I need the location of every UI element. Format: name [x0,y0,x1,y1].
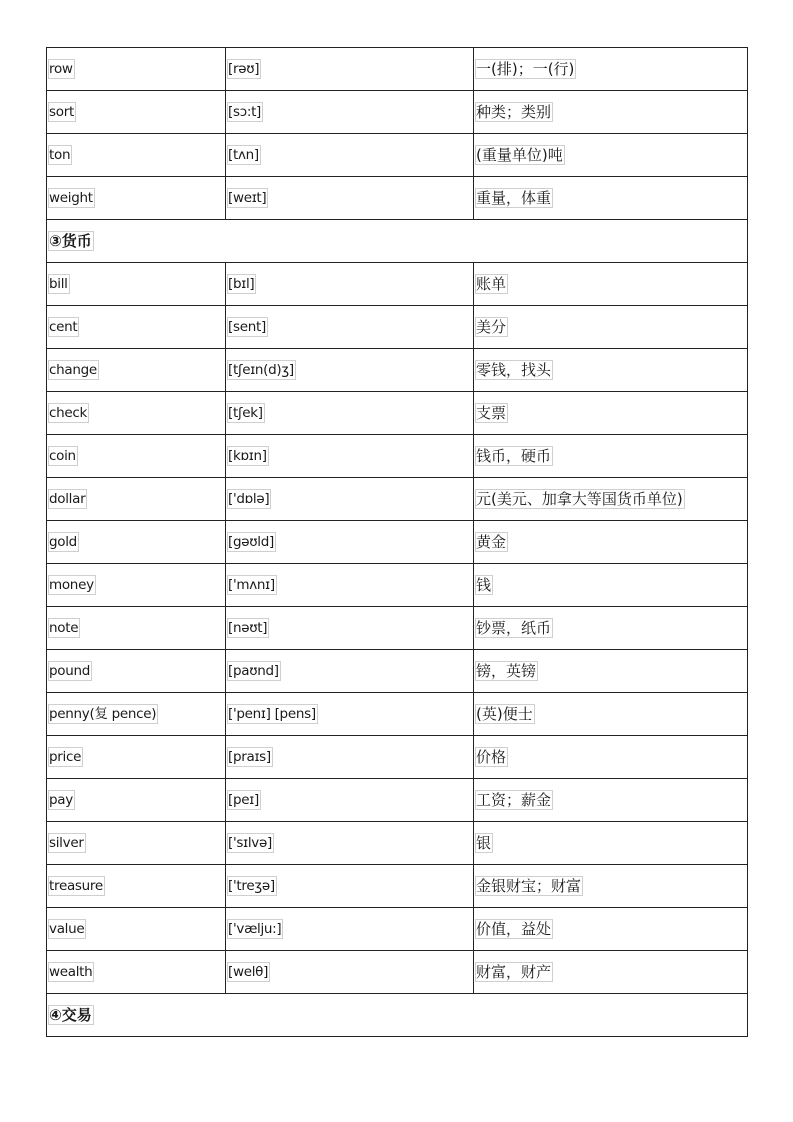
word-cell [47,822,226,865]
phonetic-text: [paʊnd] [228,663,279,679]
table-row [47,736,748,779]
word-text: wealth [49,964,93,980]
vocabulary-table-body [47,48,748,1037]
phonetic-text: ['treʒə] [228,878,275,894]
table-row [47,650,748,693]
table-row [47,435,748,478]
table-row [47,134,748,177]
table-row [47,779,748,822]
word-cell [47,134,226,177]
phonetic-text: ['mʌnɪ] [228,577,275,593]
word-cell [47,435,226,478]
table-row [47,177,748,220]
meaning-cell [474,865,748,908]
meaning-cell [474,177,748,220]
word-cell [47,607,226,650]
meaning-text: 重量，体重 [476,189,552,207]
phonetic-cell [226,736,474,779]
table-row [47,349,748,392]
meaning-text: 零钱，找头 [476,361,552,379]
phonetic-text: ['vælju:] [228,921,282,937]
section-header-cell [47,994,748,1037]
word-text: coin [49,448,76,464]
meaning-text: 工资；薪金 [476,791,552,809]
meaning-text: 钱 [476,576,492,594]
phonetic-cell [226,693,474,736]
phonetic-text: [gəʊld] [228,534,274,550]
table-row [47,91,748,134]
word-text: price [49,749,82,765]
phonetic-cell [226,478,474,521]
word-cell [47,263,226,306]
word-text: ton [49,147,71,163]
table-row [47,607,748,650]
phonetic-text: [bɪl] [228,276,255,292]
phonetic-text: [tʃek] [228,405,263,421]
phonetic-cell [226,650,474,693]
meaning-cell [474,521,748,564]
word-cell [47,91,226,134]
phonetic-text: ['dɒlə] [228,491,270,507]
word-cell [47,349,226,392]
meaning-text: 钱币，硬币 [476,447,552,465]
word-text: silver [49,835,84,851]
meaning-cell [474,306,748,349]
word-text: check [49,405,88,421]
phonetic-cell [226,306,474,349]
meaning-cell [474,650,748,693]
section-header-row [47,220,748,263]
word-text: change [49,362,97,378]
meaning-cell [474,263,748,306]
phonetic-text: [weɪt] [228,190,267,206]
meaning-text: 钞票，纸币 [476,619,552,637]
table-row [47,478,748,521]
table-row [47,908,748,951]
word-cell [47,951,226,994]
word-cell [47,177,226,220]
phonetic-text: ['sɪlvə] [228,835,272,851]
word-text: value [49,921,85,937]
word-text: weight [49,190,93,206]
word-text: treasure [49,878,103,894]
meaning-cell [474,435,748,478]
meaning-text: 种类；类别 [476,103,552,121]
phonetic-cell [226,951,474,994]
phonetic-text: [tʃeɪn(d)ʒ] [228,362,294,378]
phonetic-cell [226,48,474,91]
meaning-cell [474,478,748,521]
phonetic-cell [226,521,474,564]
meaning-text: 黄金 [476,533,507,551]
phonetic-cell [226,435,474,478]
phonetic-text: [kɒɪn] [228,448,267,464]
word-cell [47,693,226,736]
word-text: money [49,577,94,593]
table-row [47,693,748,736]
meaning-text: 一(排)；一(行) [476,60,575,78]
meaning-text: 美分 [476,318,507,336]
table-row [47,521,748,564]
meaning-text: 镑，英镑 [476,662,537,680]
table-row [47,865,748,908]
meaning-text: 元(美元、加拿大等国货币单位) [476,490,683,508]
phonetic-text: ['penɪ] [pens] [228,706,316,722]
word-text: cent [49,319,78,335]
meaning-cell [474,607,748,650]
vocabulary-table [46,47,748,1037]
meaning-text: 金银财宝；财富 [476,877,582,895]
phonetic-cell [226,263,474,306]
meaning-cell [474,134,748,177]
word-cell [47,48,226,91]
meaning-cell [474,693,748,736]
word-cell [47,521,226,564]
phonetic-cell [226,865,474,908]
word-text: dollar [49,491,86,507]
phonetic-cell [226,779,474,822]
table-row [47,822,748,865]
word-cell [47,908,226,951]
word-cell [47,779,226,822]
table-row [47,392,748,435]
section-title: ③货币 [49,232,92,250]
section-header-row [47,994,748,1037]
phonetic-cell [226,349,474,392]
section-header-cell [47,220,748,263]
phonetic-cell [226,564,474,607]
phonetic-cell [226,392,474,435]
phonetic-text: [praɪs] [228,749,271,765]
meaning-cell [474,822,748,865]
meaning-text: 银 [476,834,492,852]
meaning-cell [474,91,748,134]
word-cell [47,736,226,779]
meaning-cell [474,48,748,91]
meaning-cell [474,951,748,994]
word-text: penny(复 pence) [49,706,157,722]
word-cell [47,865,226,908]
meaning-text: (英)便士 [476,705,533,723]
phonetic-text: [welθ] [228,964,269,980]
meaning-cell [474,564,748,607]
phonetic-cell [226,134,474,177]
word-cell [47,650,226,693]
phonetic-text: [tʌn] [228,147,259,163]
phonetic-cell [226,822,474,865]
table-row [47,263,748,306]
meaning-text: 财富，财产 [476,963,552,981]
meaning-cell [474,736,748,779]
phonetic-text: [rəʊ] [228,61,260,77]
table-row [47,564,748,607]
word-cell [47,478,226,521]
word-cell [47,392,226,435]
meaning-cell [474,392,748,435]
word-text: pound [49,663,91,679]
word-text: bill [49,276,68,292]
table-row [47,951,748,994]
word-text: row [49,61,73,77]
word-text: sort [49,104,74,120]
word-text: pay [49,792,73,808]
meaning-cell [474,349,748,392]
meaning-text: 价值，益处 [476,920,552,938]
section-title: ④交易 [49,1006,92,1024]
meaning-text: 价格 [476,748,507,766]
phonetic-cell [226,908,474,951]
meaning-cell [474,908,748,951]
word-cell [47,564,226,607]
phonetic-text: [sɔ:t] [228,104,262,120]
table-row [47,306,748,349]
phonetic-text: [peɪ] [228,792,259,808]
word-text: note [49,620,79,636]
meaning-text: 账单 [476,275,507,293]
meaning-text: (重量单位)吨 [476,146,563,164]
meaning-cell [474,779,748,822]
phonetic-cell [226,607,474,650]
word-text: gold [49,534,77,550]
phonetic-text: [sent] [228,319,266,335]
phonetic-cell [226,91,474,134]
table-row [47,48,748,91]
phonetic-cell [226,177,474,220]
word-cell [47,306,226,349]
meaning-text: 支票 [476,404,507,422]
phonetic-text: [nəʊt] [228,620,268,636]
